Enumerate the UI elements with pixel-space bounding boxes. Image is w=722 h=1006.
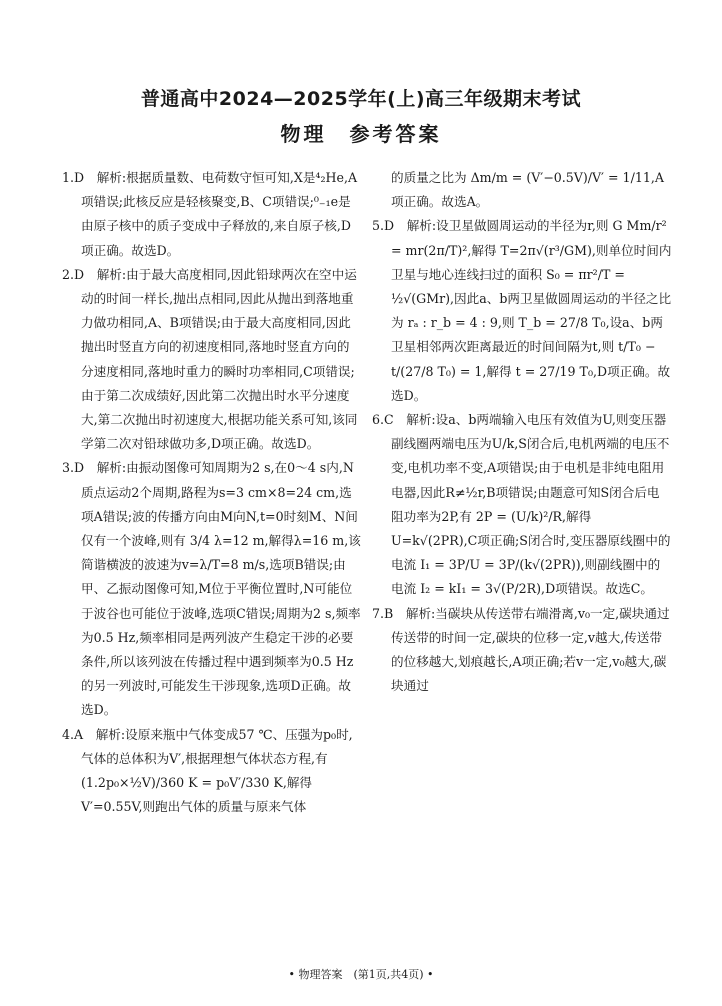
- answer-q1: 1.D 解析:根据质量数、电荷数守恒可知,X是⁴₂He,A项错误;此核反应是轻核聚变,B、C项错误;⁰₋₁e是由原子核中的质子变成中子释放的,来自原子核,D项正确。故选D。: [62, 170, 358, 258]
- page-subtitle: 物理 参考答案: [280, 122, 442, 146]
- answer-q4-continued: 的质量之比为 Δm/m = (V′−0.5V)/V′ = 1/11,A项正确。故选A。: [391, 170, 664, 210]
- answer-q5: 5.D 解析:设卫星做圆周运动的半径为r,则 G Mm/r² = mr(2π/T)²,解得 T=2π√(r³/GM),则单位时间内卫星与地心连线扫过的面积 S₀ = πr²/T = ½√(GMr),因此a、b两卫星做圆周运动的半径之比为 rₐ : r_b = 4 : 9,则 T_b = 27/8 T₀,设a、b两卫星相邻两次距离最近的时间间隔为t,则 t/T₀ − t/(27/8 T₀) = 1,解得 t = 27/19 T₀,D项正确。故选D。: [372, 218, 672, 403]
- page-title: 普通高中2024—2025学年(上)高三年级期末考试: [140, 88, 582, 110]
- answer-q4: 4.A 解析:设原来瓶中气体变成57 ℃、压强为p₀时,气体的总体积为V′,根据理想气体状态方程,有 (1.2p₀×½V)/360 K = p₀V′/330 K,解得V′=0.55V,则跑出气体的质量与原来气体: [62, 726, 353, 815]
- page-footer: • 物理答案 (第1页,共4页) •: [288, 968, 434, 981]
- answer-q3: 3.D 解析:由振动图像可知周期为2 s,在0～4 s内,N质点运动2个周期,路程为s=3 cm×8=24 cm,选项A错误;波的传播方向由M向N,t=0时刻M、N间仅有一个波峰,则有 3/4 λ=12 m,解得λ=16 m,该简谐横波的波速为v=λ/T=8 m/s,选项B错误;由甲、乙振动图像可知,M位于平衡位置时,N可能位于波谷也可能位于波峰,选项C错误;周期为2 s,频率为0.5 Hz,频率相同是两列波产生稳定干涉的必要条件,所以该列波在传播过程中遇到频率为0.5 Hz的另一列波时,可能发生干涉现象,选项D正确。故选D。: [62, 460, 361, 718]
- answer-q7: 7.B 解析:当碳块从传送带右端滑离,v₀一定,碳块通过传送带的时间一定,碳块的位移一定,v越大,传送带的位移越大,划痕越长,A项正确;若v一定,v₀越大,碳块通过: [372, 605, 670, 694]
- left-column: [62, 166, 362, 819]
- right-column: [372, 166, 672, 698]
- answer-q2: 2.D 解析:由于最大高度相同,因此铅球两次在空中运动的时间一样长,抛出点相同,因此从抛出到落地重力做功相同,A、B项错误;由于最大高度相同,因此抛出时竖直方向的初速度相同,落地时竖直方向的分速度相同,落地时重力的瞬时功率相同,C项错误;由于第二次成绩好,因此第二次抛出时水平分速度大,第二次抛出时初速度大,根据功能关系可知,该同学第二次对铅球做功多,D项正确。故选D。: [62, 266, 358, 452]
- answer-q6: 6.C 解析:设a、b两端输入电压有效值为U,则变压器副线圈两端电压为U/k,S闭合后,电机两端的电压不变,电机功率不变,A项错误;由于电机是非纯电阻用电器,因此R≠½r,B项错误;由题意可知S闭合后电阻功率为2P,有 2P = (U/k)²/R,解得 U=k√(2PR),C项正确;S闭合时,变压器原线圈中的电流 I₁ = 3P/U = 3P/(k√(2PR)),则副线圈中的电流 I₂ = kI₁ = 3√(P/2R),D项错误。故选C。: [372, 412, 671, 597]
